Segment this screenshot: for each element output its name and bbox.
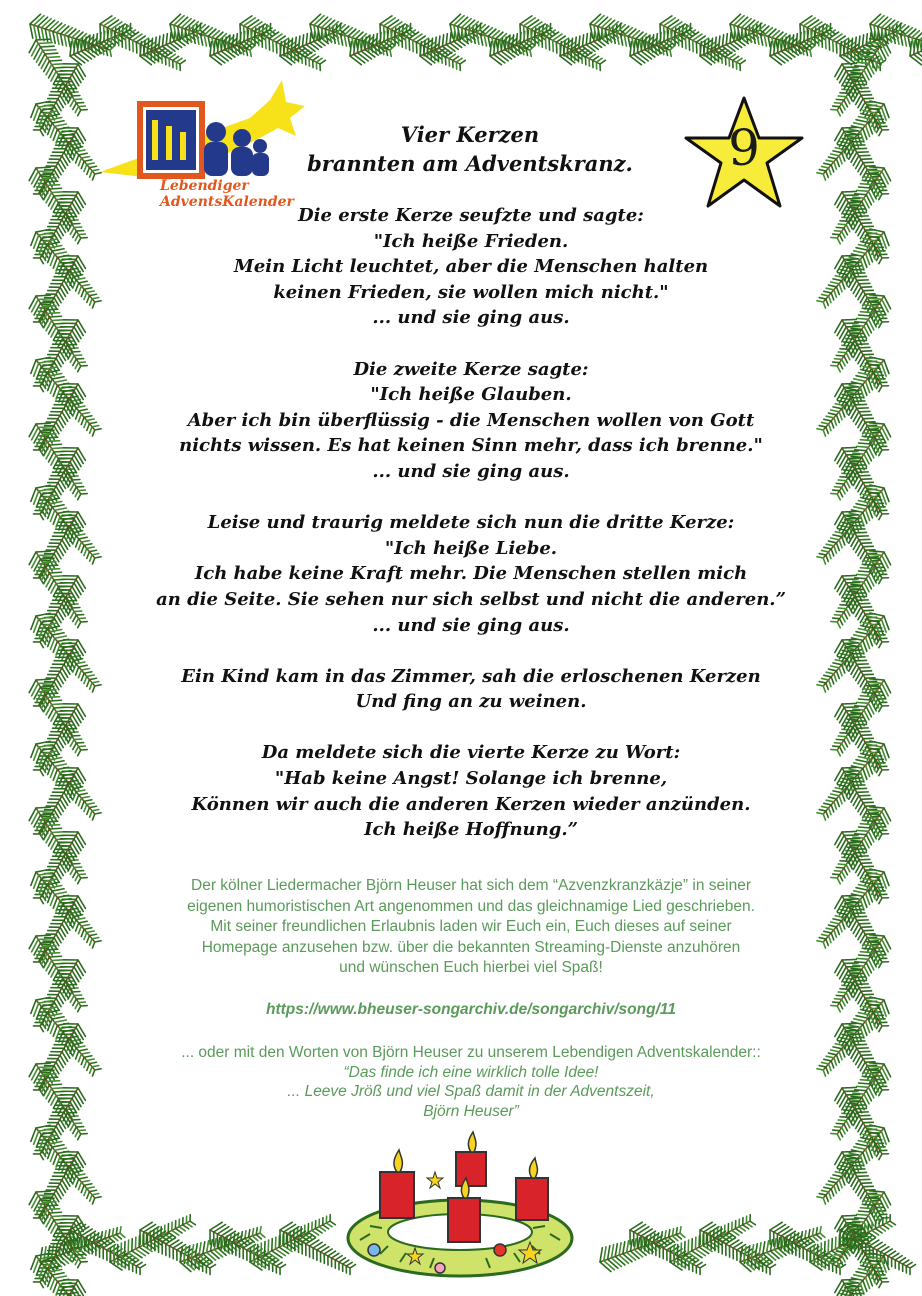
poem-stanza-4 bbox=[120, 664, 822, 715]
poem-line: ... und sie ging aus. bbox=[372, 460, 570, 482]
quote-line: Björn Heuser” bbox=[423, 1102, 519, 1120]
poem bbox=[120, 203, 822, 868]
poem-line: Und fing an zu weinen. bbox=[355, 691, 587, 713]
poem-line: ... und sie ging aus. bbox=[372, 307, 570, 329]
note-line: Mit seiner freundlichen Erlaubnis laden wir Euch ein, Euch dieses auf seiner bbox=[210, 918, 732, 935]
poem-line: Da meldete sich die vierte Kerze zu Wort: bbox=[261, 742, 681, 764]
poem-stanza-2 bbox=[120, 357, 822, 485]
poem-stanza-1 bbox=[120, 203, 822, 331]
poem-line: an die Seite. Sie sehen nur sich selbst und nicht die anderen.” bbox=[156, 588, 786, 610]
day-number: 9 bbox=[728, 119, 760, 177]
poem-line: Die erste Kerze seufzte und sagte: bbox=[298, 205, 644, 226]
poem-line: Leise und traurig meldete sich nun die dritte Kerze: bbox=[207, 512, 735, 534]
quote-line: “Das finde ich eine wirklich tolle Idee! bbox=[343, 1063, 599, 1081]
day-badge bbox=[684, 96, 804, 208]
poem-line: Ein Kind kam in das Zimmer, sah die erloschenen Kerzen bbox=[181, 665, 761, 687]
poem-line: "Ich heiße Glauben. bbox=[370, 384, 572, 406]
poem-line: Können wir auch die anderen Kerzen wieder anzünden. bbox=[191, 793, 751, 815]
advent-wreath-icon bbox=[340, 1130, 580, 1280]
poem-line: Ich habe keine Kraft mehr. Die Menschen stellen mich bbox=[194, 563, 748, 585]
poem-line: "Hab keine Angst! Solange ich brenne, bbox=[274, 768, 668, 790]
poem-line: Die zweite Kerze sagte: bbox=[353, 358, 589, 380]
title-line-1: Vier Kerzen bbox=[400, 122, 540, 147]
poem-line: Aber ich bin überflüssig - die Menschen wollen von Gott bbox=[187, 409, 755, 431]
logo-line-2: AdventsKalender bbox=[160, 194, 294, 210]
poem-line: "Ich heiße Liebe. bbox=[384, 537, 558, 559]
poem-line: ... und sie ging aus. bbox=[372, 614, 570, 636]
poem-line: Mein Licht leuchtet, aber die Menschen halten bbox=[233, 256, 709, 278]
poem-line: nichts wissen. Es hat keinen Sinn mehr, dass ich brenne." bbox=[179, 435, 763, 457]
poem-line: Ich heiße Hoffnung.” bbox=[364, 819, 578, 841]
quote-intro: ... oder mit den Worten von Björn Heuser zu unserem Lebendigen Adventskalender:: bbox=[181, 1044, 761, 1061]
poem-line: keinen Frieden, sie wollen mich nicht." bbox=[273, 281, 669, 303]
poem-line: "Ich heiße Frieden. bbox=[373, 230, 569, 252]
page-title bbox=[250, 120, 690, 178]
author-note bbox=[100, 876, 842, 979]
note-line: eigenen humoristischen Art angenommen und das gleichnamige Lied geschrieben. bbox=[187, 897, 755, 915]
note-line: Der kölner Liedermacher Björn Heuser hat sich dem “Azvenzkranzkäzje” in seiner bbox=[191, 877, 751, 894]
poem-stanza-5 bbox=[120, 740, 822, 842]
note-line: Homepage anzusehen bzw. über die bekannten Streaming-Dienste anzuhören bbox=[201, 938, 741, 956]
poem-stanza-3 bbox=[120, 510, 822, 638]
author-quote bbox=[100, 1043, 842, 1121]
note-line: und wünschen Euch hierbei viel Spaß! bbox=[339, 959, 603, 976]
title-line-2: brannten am Adventskranz. bbox=[307, 151, 633, 176]
quote-line: ... Leeve Jröß und viel Spaß damit in der Adventszeit, bbox=[287, 1083, 655, 1100]
song-link[interactable]: https://www.bheuser-songarchiv.de/songarchiv/song/11 bbox=[266, 1001, 676, 1018]
logo-line-1: Lebendiger bbox=[160, 178, 249, 194]
